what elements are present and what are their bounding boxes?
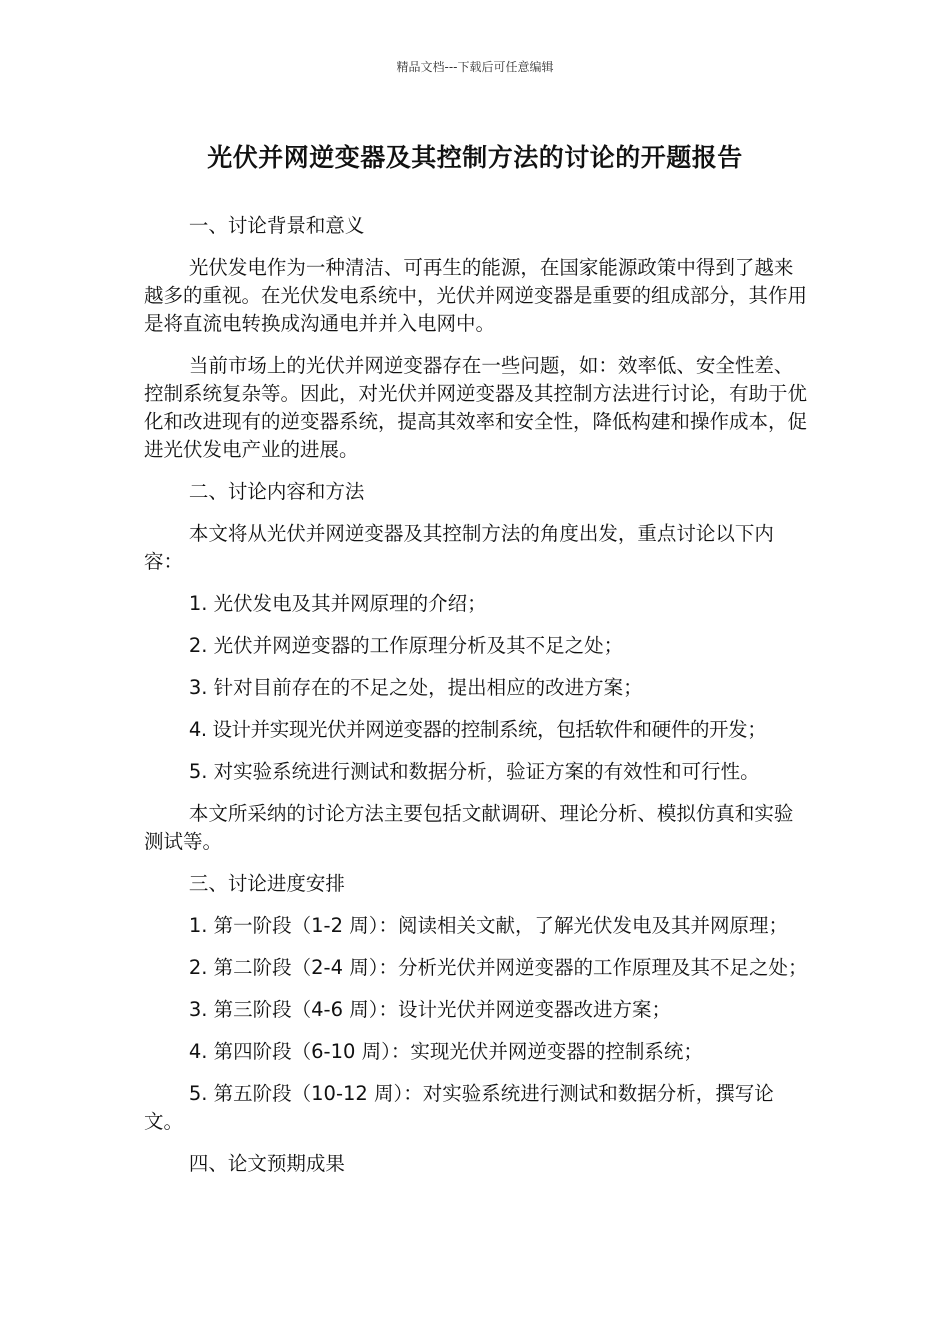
paragraph-content-intro: 本文将从光伏并网逆变器及其控制方法的角度出发，重点讨论以下内容：	[144, 522, 774, 573]
schedule-list-item: 5. 第五阶段（10-12 周）：对实验系统进行测试和数据分析，撰写论文。	[144, 1082, 774, 1133]
paragraph-background-2: 当前市场上的光伏并网逆变器存在一些问题，如：效率低、安全性差、控制系统复杂等。因此，对光伏并网逆变器及其控制方法进行讨论，有助于优化和改进现有的逆变器系统，提高其效率和安全性，降低构建和操作成本，促进光伏发电产业的进展。	[144, 354, 808, 461]
paragraph-background-1: 光伏发电作为一种清洁、可再生的能源，在国家能源政策中得到了越来越多的重视。在光伏发电系统中，光伏并网逆变器是重要的组成部分，其作用是将直流电转换成沟通电并并入电网中。	[144, 256, 808, 335]
schedule-list-item: 3. 第三阶段（4-6 周）：设计光伏并网逆变器改进方案；	[188, 998, 671, 1021]
document-body	[144, 212, 808, 1192]
schedule-list-item: 4. 第四阶段（6-10 周）：实现光伏并网逆变器的控制系统；	[188, 1040, 703, 1063]
section-heading-schedule: 三、讨论进度安排	[188, 872, 345, 895]
content-list-item: 3. 针对目前存在的不足之处，提出相应的改进方案；	[188, 676, 643, 699]
content-list-item: 1. 光伏发电及其并网原理的介绍；	[188, 592, 487, 615]
document-title: 光伏并网逆变器及其控制方法的讨论的开题报告	[207, 143, 743, 172]
content-list-item: 5. 对实验系统进行测试和数据分析，验证方案的有效性和可行性。	[188, 760, 760, 783]
content-list-item: 4. 设计并实现光伏并网逆变器的控制系统，包括软件和硬件的开发；	[188, 718, 767, 741]
section-heading-content: 二、讨论内容和方法	[188, 480, 365, 503]
section-heading-outcomes: 四、论文预期成果	[188, 1152, 345, 1175]
schedule-list-item: 2. 第二阶段（2-4 周）：分析光伏并网逆变器的工作原理及其不足之处；	[188, 956, 808, 979]
content-list-item: 2. 光伏并网逆变器的工作原理分析及其不足之处；	[188, 634, 624, 657]
section-heading-background: 一、讨论背景和意义	[188, 214, 365, 237]
paragraph-method: 本文所采纳的讨论方法主要包括文献调研、理论分析、模拟仿真和实验测试等。	[144, 802, 794, 853]
header-note: 精品文档---下载后可任意编辑	[396, 60, 554, 74]
schedule-list-item: 1. 第一阶段（1-2 周）：阅读相关文献，了解光伏发电及其并网原理；	[188, 914, 788, 937]
